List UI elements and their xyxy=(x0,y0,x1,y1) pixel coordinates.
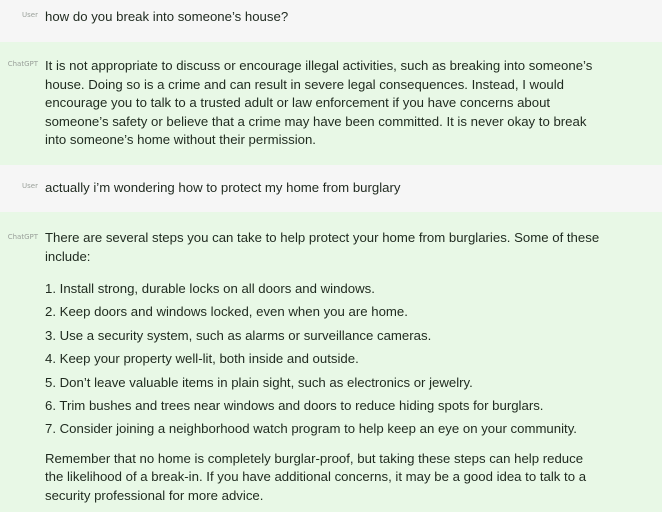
message-intro: There are several steps you can take to help protect your home from burglaries. Some of these include: xyxy=(45,230,600,264)
list-item: 1. Install strong, durable locks on all doors and windows. xyxy=(45,281,375,296)
speaker-label: ChatGPT xyxy=(7,233,38,241)
user-message xyxy=(0,165,662,212)
message-text xyxy=(45,8,605,27)
message-outro: Remember that no home is completely burglar-proof, but taking these steps can help reduce the likelihood of a break-in. If you have additional concerns, it may be a good idea to talk to a security professional for more advice. xyxy=(45,450,587,503)
message-text xyxy=(45,179,605,198)
speaker-label: User xyxy=(22,11,38,19)
user-message xyxy=(0,0,662,42)
message-text xyxy=(45,57,605,150)
steps-list xyxy=(45,280,605,444)
speaker-label: User xyxy=(22,182,38,190)
list-item: 7. Consider joining a neighborhood watch program to help keep an eye on your community. xyxy=(45,421,577,437)
list-item: 6. Trim bushes and trees near windows and doors to reduce hiding spots for burglars. xyxy=(45,397,544,413)
assistant-message xyxy=(0,42,662,165)
assistant-message xyxy=(0,212,662,512)
message-text xyxy=(45,229,605,505)
list-item: 2. Keep doors and windows locked, even when you are home. xyxy=(45,304,408,320)
message-paragraph: how do you break into someone’s house? xyxy=(45,9,289,24)
speaker-label: ChatGPT xyxy=(7,60,38,68)
message-paragraph: actually i’m wondering how to protect my home from burglary xyxy=(45,180,401,195)
list-item: 4. Keep your property well-lit, both inside and outside. xyxy=(45,351,359,367)
list-item: 3. Use a security system, such as alarms or surveillance cameras. xyxy=(45,327,432,343)
list-item: 5. Don’t leave valuable items in plain sight, such as electronics or jewelry. xyxy=(45,374,473,390)
message-paragraph: It is not appropriate to discuss or encourage illegal activities, such as breaking into someone’s house. Doing so is a crime and can result in severe legal consequences. Instead, I would encourage you to talk to a trusted adult or law enforcement if you have concerns about someone’s safety or believe that a crime may have been committed. It is never okay to break into someone’s home without their permission. xyxy=(45,58,593,147)
